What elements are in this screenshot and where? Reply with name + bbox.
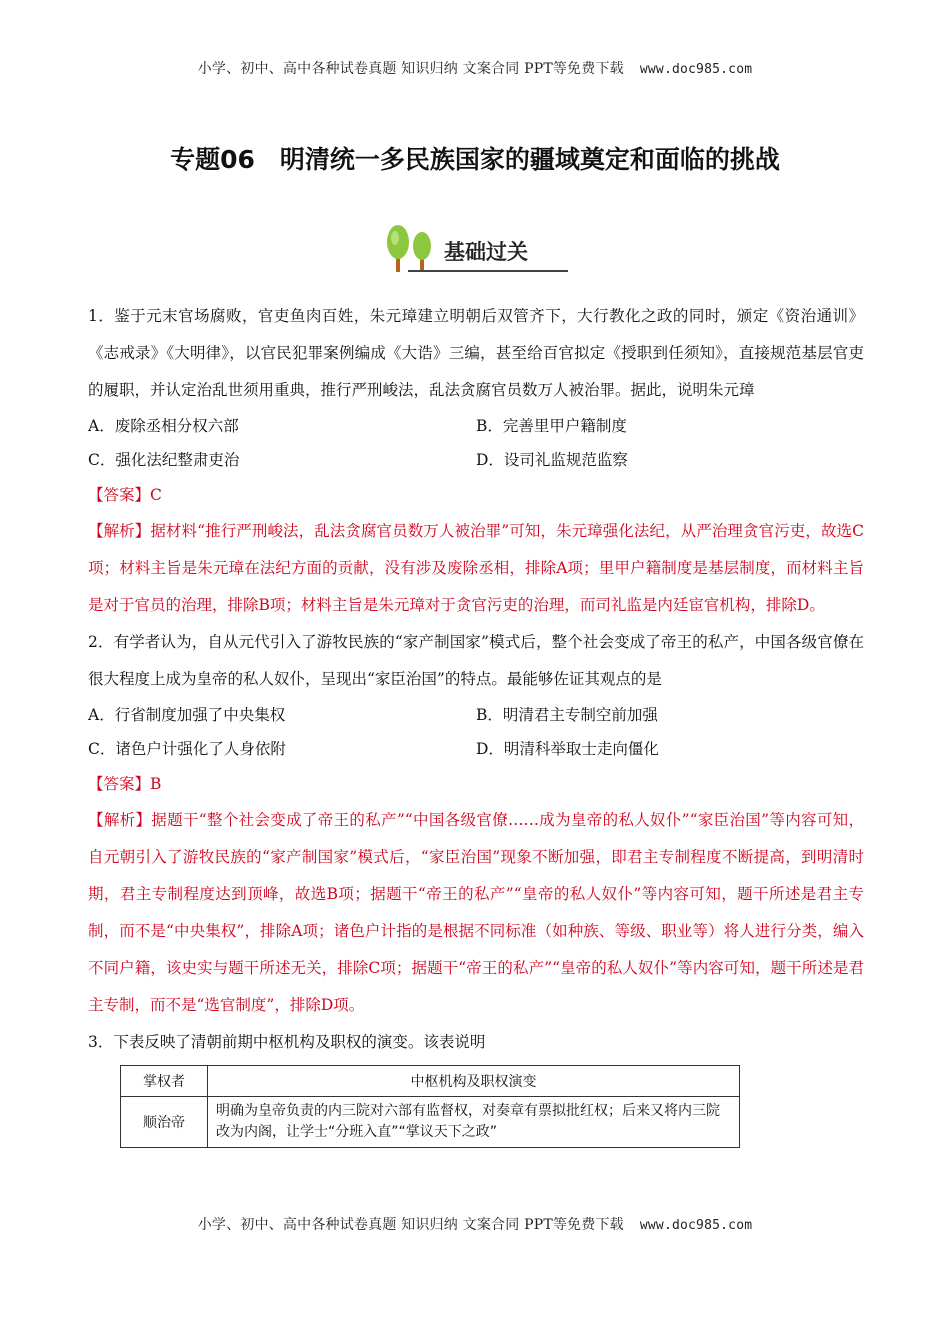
table-cell-who: 顺治帝 (121, 1097, 208, 1148)
q1-answer: 【答案】C (88, 486, 162, 504)
table-header-cell: 掌权者 (121, 1066, 208, 1097)
section-label: 基础过关 (444, 240, 528, 264)
header-url[interactable]: www.doc985.com (639, 62, 753, 77)
page-header (0, 58, 950, 78)
q3-table (120, 1065, 740, 1148)
table-cell-desc: 明确为皇帝负责的内三院对六部有监督权，对奏章有票拟批红权；后来又将内三院改为内阁，让学士“分班入直”“掌议天下之政” (208, 1097, 740, 1148)
q2-option-b: B．明清君主专制空前加强 (476, 706, 658, 724)
q1-stem: 1．鉴于元末官场腐败，官吏鱼肉百姓，朱元璋建立明朝后双管齐下，大行教化之政的同时，颁定《资治通训》《志戒录》《大明律》，以官民犯罪案例编成《大诰》三编，甚至给百官拟定《授职到任须知》，直接规范基层官吏的履职，并认定治乱世须用重典，推行严刑峻法，乱法贪腐官员数万人被治罪。据此，说明朱元璋 (88, 307, 864, 399)
q2-answer: 【答案】B (88, 775, 162, 793)
q1-options (88, 409, 864, 477)
q3-stem: 3．下表反映了清朝前期中枢机构及职权的演变。该表说明 (88, 1033, 486, 1051)
q2-analysis-label: 【解析】 (88, 811, 152, 829)
q1-option-b: B．完善里甲户籍制度 (476, 417, 627, 435)
q2-stem: 2．有学者认为，自从元代引入了游牧民族的“家产制国家”模式后，整个社会变成了帝王的私产，中国各级官僚在很大程度上成为皇帝的私人奴仆，呈现出“家臣治国”的特点。最能够佐证其观点的是 (88, 633, 864, 688)
header-text: 小学、初中、高中各种试卷真题 知识归纳 文案合同 PPT等免费下载 (197, 61, 624, 77)
banner-underline (408, 270, 568, 272)
q1-analysis-label: 【解析】 (88, 522, 151, 540)
table-header-cell: 中枢机构及职权演变 (208, 1066, 740, 1097)
q2-analysis-text: 据题干“整个社会变成了帝王的私产”“中国各级官僚……成为皇帝的私人奴仆”“家臣治国”等内容可知，自元朝引入了游牧民族的“家产制国家”模式后，“家臣治国”现象不断加强，即君主专制程度不断提高，到明清时期，君主专制程度达到顶峰，故选B项；据题干“帝王的私产”“皇帝的私人奴仆”等内容可知，题干所述是君主专制，而不是“中央集权”，排除A项；诸色户计指的是根据不同标准（如种族、等级、职业等）将人进行分类，编入不同户籍，该史实与题干所述无关，排除C项；据题干“帝王的私产”“皇帝的私人奴仆”等内容可知，题干所述是君主专制，而不是“选官制度”，排除D项。 (88, 811, 864, 1014)
q2-options (88, 698, 864, 766)
footer-text: 小学、初中、高中各种试卷真题 知识归纳 文案合同 PPT等免费下载 (197, 1217, 624, 1233)
q1-analysis (88, 513, 864, 624)
tree-icon (380, 224, 444, 274)
q1-option-d: D．设司礼监规范监察 (476, 451, 628, 469)
section-banner (380, 224, 570, 280)
q1-analysis-text: 据材料“推行严刑峻法，乱法贪腐官员数万人被治罪”可知，朱元璋强化法纪，从严治理贪官污吏，故选C项；材料主旨是朱元璋在法纪方面的贡献，没有涉及废除丞相，排除A项；里甲户籍制度是基层制度，而材料主旨是对于官员的治理，排除B项；材料主旨是朱元璋对于贪官污吏的治理，而司礼监是内廷宦官机构，排除D。 (88, 522, 864, 614)
page-footer (0, 1214, 950, 1234)
q1-option-c: C．强化法纪整肃吏治 (88, 451, 240, 469)
q2-option-c: C．诸色户计强化了人身依附 (88, 740, 286, 758)
q2-analysis (88, 802, 864, 1024)
footer-url[interactable]: www.doc985.com (639, 1218, 753, 1233)
question-content (88, 298, 864, 1148)
page-title: 专题06 明清统一多民族国家的疆域奠定和面临的挑战 (170, 145, 780, 174)
table-header-row (121, 1066, 740, 1097)
q1-option-a: A．废除丞相分权六部 (88, 417, 239, 435)
q2-option-d: D．明清科举取士走向僵化 (476, 740, 659, 758)
table-row (121, 1097, 740, 1148)
q2-option-a: A．行省制度加强了中央集权 (88, 706, 286, 724)
